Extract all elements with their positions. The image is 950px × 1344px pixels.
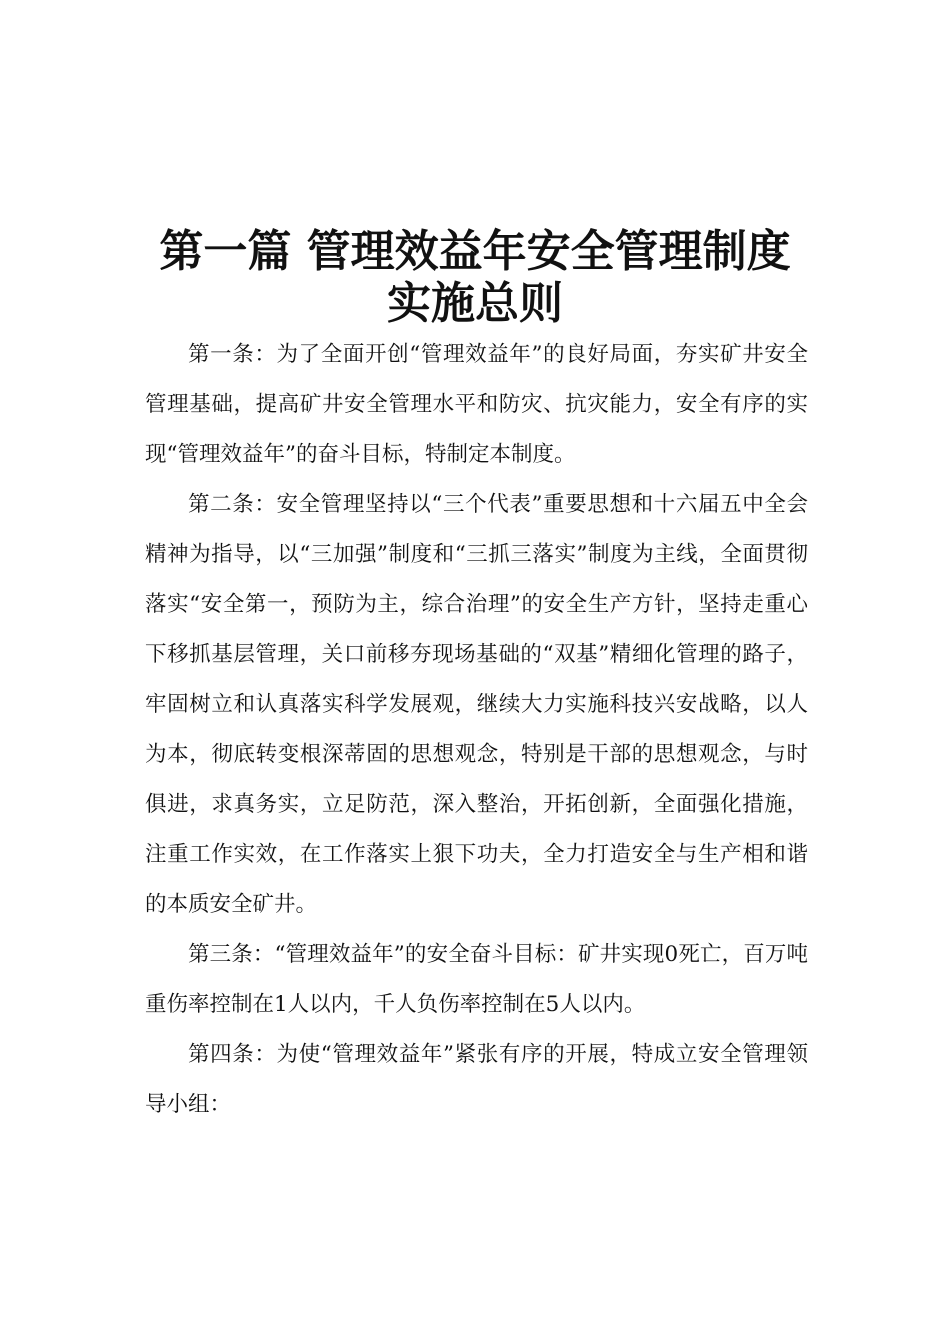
document-body <box>145 330 808 1130</box>
document-title-line-2: 实施总则 <box>387 278 563 329</box>
article-1-paragraph: 第一条：为了全面开创“管理效益年”的良好局面，夯实矿井安全管理基础，提高矿井安全管理水平和防灾、抗灾能力，安全有序的实现“管理效益年”的奋斗目标，特制定本制度。 <box>145 342 808 467</box>
document-title-line-1: 第一篇 管理效益年安全管理制度 <box>159 226 791 277</box>
article-3-paragraph: 第三条：“管理效益年”的安全奋斗目标：矿井实现0死亡，百万吨重伤率控制在1人以内，千人负伤率控制在5人以内。 <box>145 942 808 1017</box>
article-4-paragraph: 第四条：为使“管理效益年”紧张有序的开展，特成立安全管理领导小组： <box>145 1042 808 1117</box>
article-2-paragraph: 第二条：安全管理坚持以“三个代表”重要思想和十六届五中全会精神为指导，以“三加强”制度和“三抓三落实”制度为主线，全面贯彻落实“安全第一，预防为主，综合治理”的安全生产方针，坚持走重心下移抓基层管理，关口前移夯现场基础的“双基”精细化管理的路子，牢固树立和认真落实科学发展观，继续大力实施科技兴安战略，以人为本，彻底转变根深蒂固的思想观念，特别是干部的思想观念，与时俱进，求真务实，立足防范，深入整治，开拓创新，全面强化措施，注重工作实效，在工作落实上狠下功夫，全力打造安全与生产相和谐的本质安全矿井。 <box>145 492 808 917</box>
